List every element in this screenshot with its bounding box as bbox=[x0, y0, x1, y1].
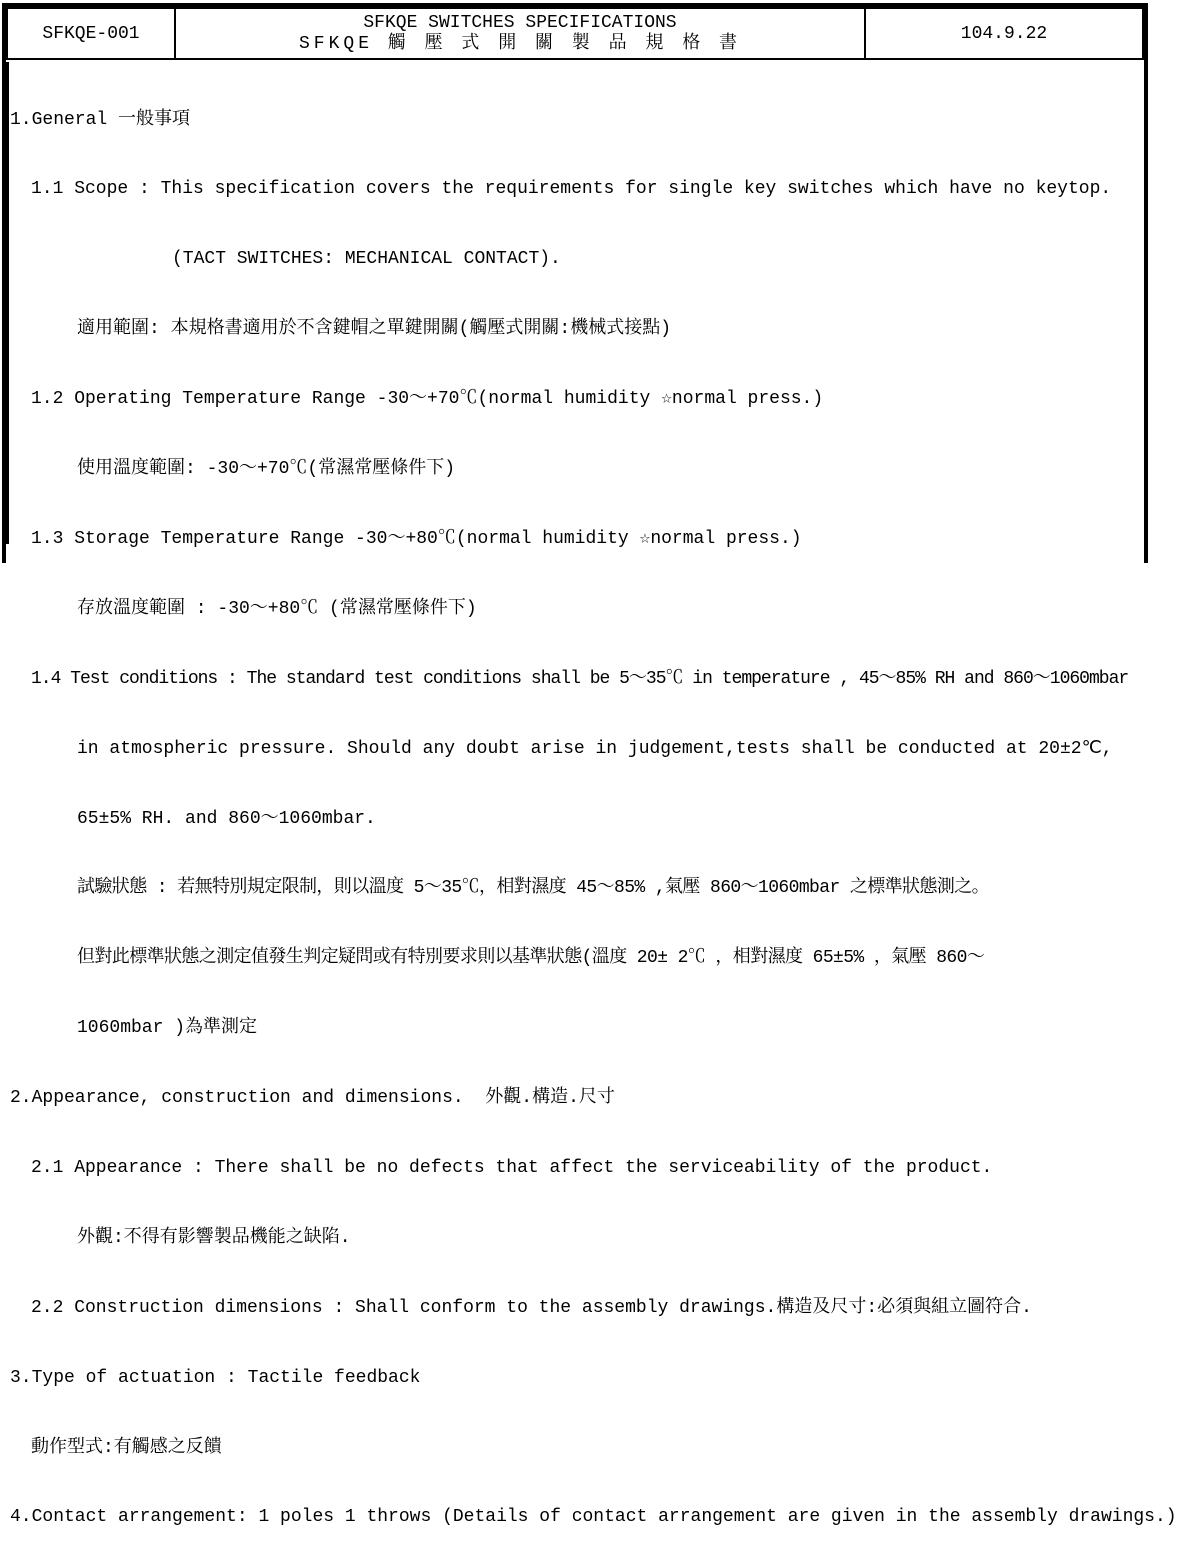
construction-line: 2.2 Construction dimensions : Shall conform to the assembly drawings.構造及尺寸:必須與組立圖符合. bbox=[31, 1297, 1032, 1318]
spec-header bbox=[6, 7, 1144, 60]
test-conditions-line-1: 1.4 Test conditions : The standard test conditions shall be 5～35℃ in temperature , 45～85% RH and 860～1060mbar bbox=[31, 668, 1129, 689]
section-general-heading: 1.General 一般事項 bbox=[10, 109, 191, 130]
doc-title-en: SFKQE SWITCHES SPECIFICATIONS bbox=[363, 12, 677, 33]
spec-body bbox=[0, 62, 1177, 1528]
operating-temp-zh: 使用溫度範圍: -30～+70℃(常濕常壓條件下) bbox=[77, 459, 456, 480]
appearance-zh: 外觀:不得有影響製品機能之缺陷. bbox=[77, 1227, 351, 1248]
scope-line-1: 1.1 Scope : This specification covers the requirements for single key switches which have no keytop. bbox=[31, 179, 1112, 200]
scope-zh: 適用範圍: 本規格書適用於不含鍵帽之單鍵開關(觸壓式開關:機械式接點) bbox=[77, 319, 672, 340]
test-conditions-zh-line-2: 但對此標準狀態之測定值發生判定疑問或有特別要求則以基準狀態(溫度 20± 2℃ ，相對濕度 65±5% ，氣壓 860～ bbox=[77, 948, 985, 969]
test-conditions-zh-line-1: 試驗狀態 : 若無特別規定限制，則以溫度 5～35℃，相對濕度 45～85% ,氣壓 860～1060mbar 之標準狀態測之。 bbox=[77, 878, 990, 899]
appearance-line: 2.1 Appearance : There shall be no defects that affect the serviceability of the product. bbox=[31, 1157, 993, 1178]
scope-line-2: (TACT SWITCHES: MECHANICAL CONTACT). bbox=[172, 249, 561, 270]
doc-date: 104.9.22 bbox=[960, 23, 1048, 44]
test-conditions-line-2: in atmospheric pressure. Should any doubt arise in judgement,tests shall be conducted at 20±2℃, bbox=[77, 738, 1113, 759]
storage-temp: 1.3 Storage Temperature Range -30～+80℃(normal humidity ☆normal press.) bbox=[31, 528, 802, 549]
section-contact-heading: 4.Contact arrangement: 1 poles 1 throws (Details of contact arrangement are given in the assembly drawings.) bbox=[10, 1507, 1177, 1528]
doc-title bbox=[176, 9, 866, 58]
actuation-zh: 動作型式:有觸感之反饋 bbox=[31, 1437, 222, 1458]
test-conditions-line-3: 65±5% RH. and 860～1060mbar. bbox=[77, 808, 376, 829]
section-actuation-heading: 3.Type of actuation : Tactile feedback bbox=[10, 1367, 421, 1388]
test-conditions-zh-line-3: 1060mbar )為準測定 bbox=[77, 1018, 258, 1039]
section-appearance-heading: 2.Appearance, construction and dimensions. 外觀.構造.尺寸 bbox=[10, 1088, 615, 1109]
doc-title-zh: SFKQE 觸 壓 式 開 關 製 品 規 格 書 bbox=[298, 33, 742, 54]
operating-temp: 1.2 Operating Temperature Range -30～+70℃(normal humidity ☆normal press.) bbox=[31, 389, 824, 410]
storage-temp-zh: 存放溫度範圍 : -30～+80℃ (常濕常壓條件下) bbox=[77, 598, 477, 619]
doc-code: SFKQE-001 bbox=[8, 9, 176, 58]
